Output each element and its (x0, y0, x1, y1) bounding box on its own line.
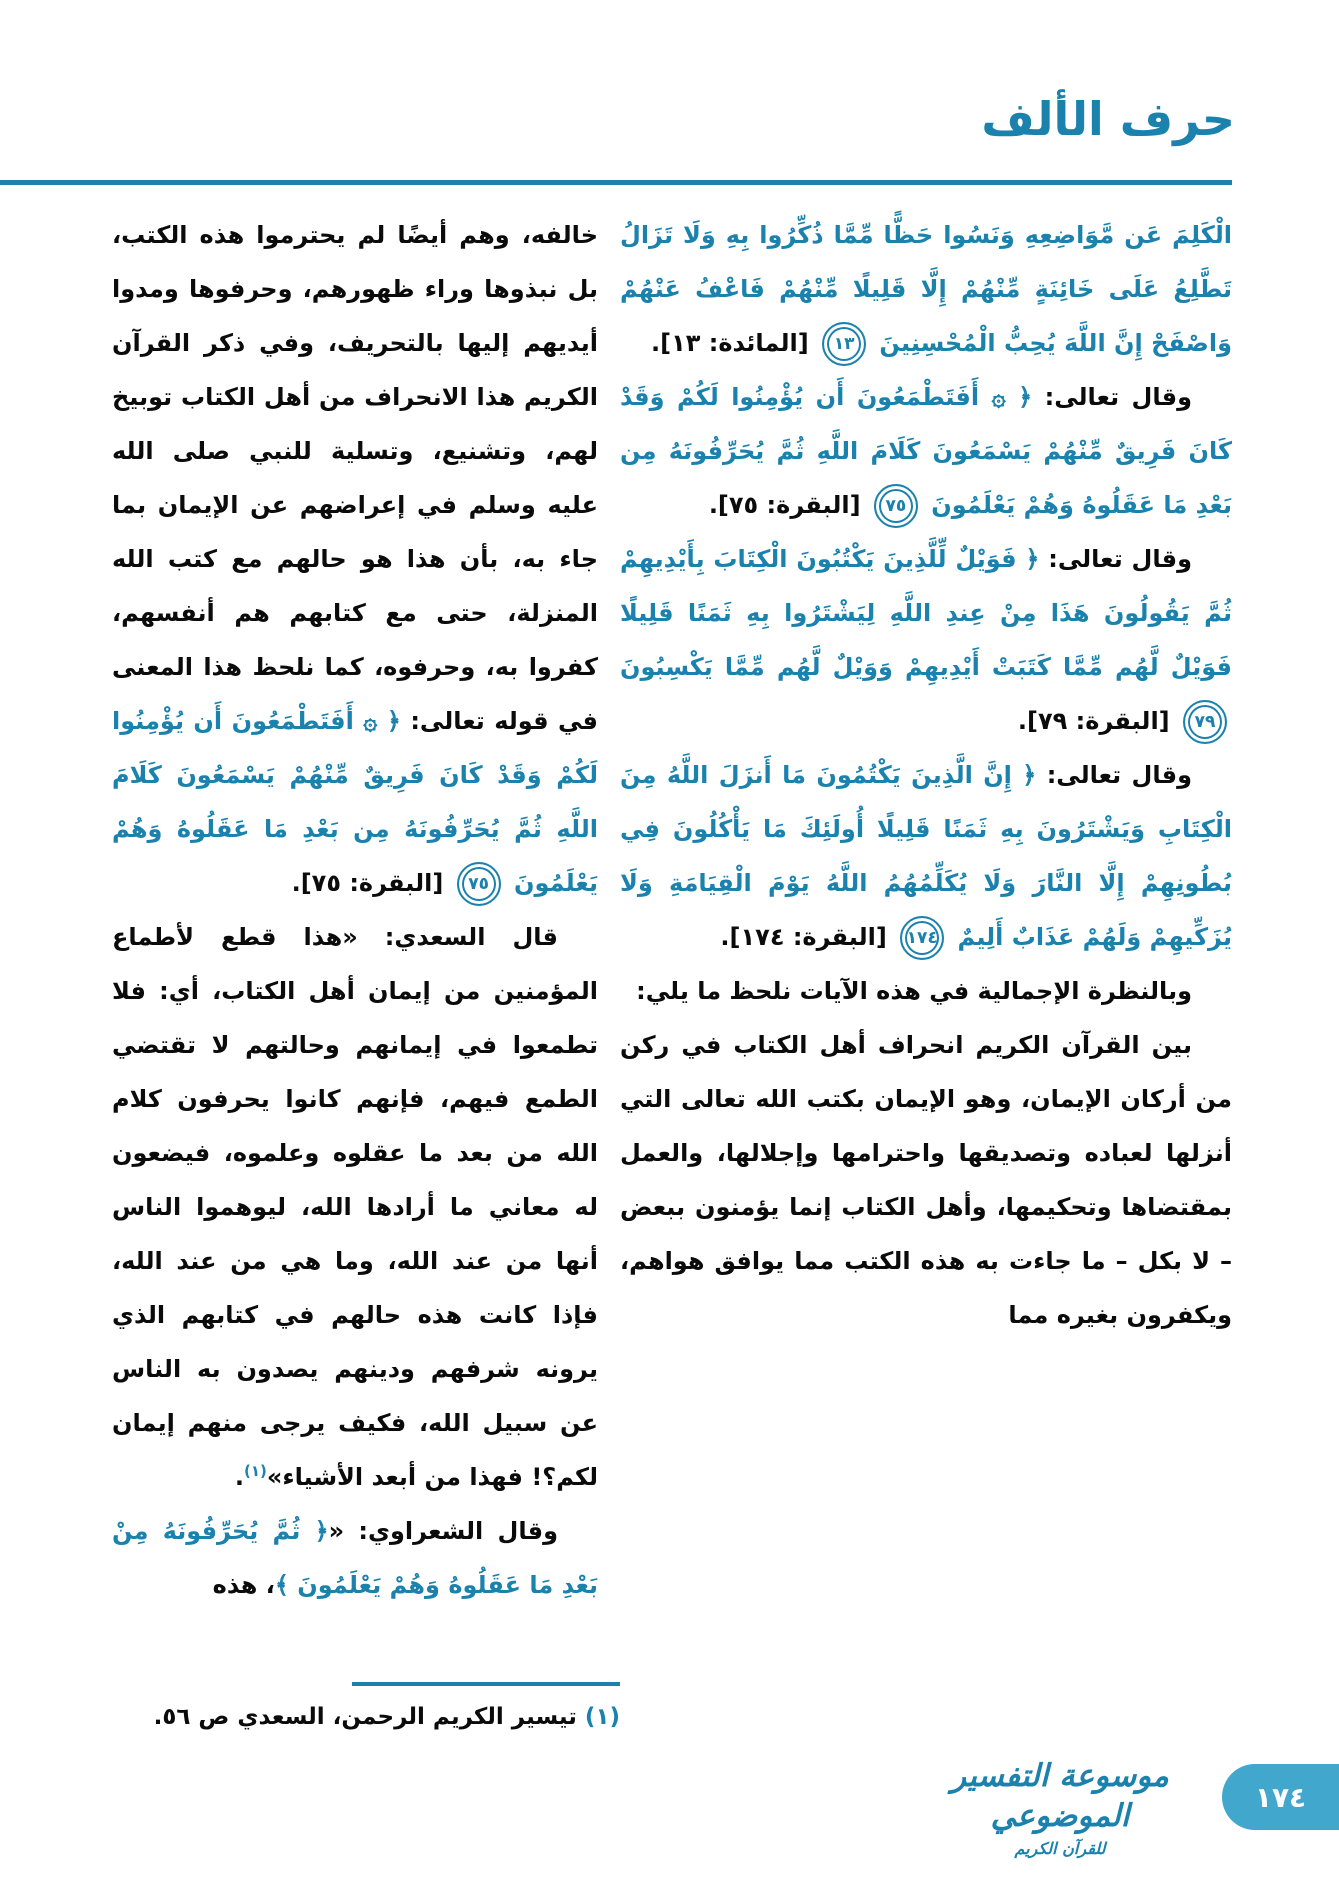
ayah-end-medallion: ٧٥ (874, 484, 918, 528)
logo-subtitle: للقرآن الكريم (1014, 1838, 1106, 1858)
footnote-marker: (١) (584, 1704, 620, 1730)
ayah-end-medallion: ١٧٤ (900, 916, 944, 960)
ayah-reference: [البقرة: ١٧٤]. (720, 923, 896, 951)
quran-verse-text: ﴿ ۞ أَفَتَطْمَعُونَ أَن يُؤْمِنُوا لَكُمْ وَقَدْ كَانَ فَرِيقٌ مِّنْهُمْ يَسْمَعُونَ كَلَامَ اللَّهِ ثُمَّ يُحَرِّفُونَهُ مِن بَعْدِ مَا عَقَلُوهُ وَهُمْ يَعْلَمُونَ (620, 383, 1232, 519)
overview-intro-paragraph (620, 964, 1232, 1018)
publisher-logo (930, 1756, 1190, 1858)
right-column (620, 208, 1232, 1342)
shaarawi-quote-paragraph (112, 1504, 598, 1612)
baqarah-75-quote (620, 370, 1232, 532)
overview-body-paragraph (620, 1018, 1232, 1342)
body-text: . (234, 1463, 244, 1491)
ayah-reference: [البقرة: ٧٩]. (1017, 707, 1178, 735)
ayah-reference: [البقرة: ٧٥]. (708, 491, 869, 519)
footnote-rule (352, 1682, 620, 1686)
continuation-paragraph (112, 208, 598, 910)
page-body (112, 208, 1232, 1612)
footnote-area (115, 1682, 620, 1735)
body-text: ، هذه (212, 1571, 275, 1599)
body-text: وقال تعالى: (1039, 545, 1193, 573)
body-text: وقال الشعراوي: « (328, 1517, 558, 1545)
ayah-reference: [المائدة: ١٣]. (651, 329, 818, 357)
header-rule (0, 180, 1232, 185)
left-column (112, 208, 598, 1612)
chapter-header-title: حرف الألف (981, 92, 1235, 146)
page-number: ١٧٤ (1254, 1780, 1307, 1814)
body-text: قال السعدي: «هذا قطع لأطماع المؤمنين من إيمان أهل الكتاب، أي: فلا تطمعوا في إيمانهم وحالتهم لا تقتضي الطمع فيهم، فإنهم كانوا يحرفون كلام الله من بعد ما عقلوه وعلموه، فيضعون له معاني ما أرادها الله، ليوهموا الناس أنها من عند الله، وما هي من عند الله، فإذا كانت هذه حالهم في كتابهم الذي يرونه شرفهم ودينهم يصدون به الناس عن سبيل الله، فكيف يرجى منهم إيمان لكم؟! فهذا من أبعد الأشياء» (112, 923, 598, 1491)
quran-verse-text: ﴿ ۞ أَفَتَطْمَعُونَ أَن يُؤْمِنُوا لَكُمْ وَقَدْ كَانَ فَرِيقٌ مِّنْهُمْ يَسْمَعُونَ كَلَامَ اللَّهِ ثُمَّ يُحَرِّفُونَهُ مِن بَعْدِ مَا عَقَلُوهُ وَهُمْ يَعْلَمُونَ (112, 707, 598, 897)
ayah-reference: [البقرة: ٧٥]. (291, 869, 452, 897)
body-text: وقال تعالى: (1036, 761, 1193, 789)
baqarah-79-quote (620, 532, 1232, 748)
body-text: بين القرآن الكريم انحراف أهل الكتاب في ركن من أركان الإيمان، وهو الإيمان بكتب الله تعالى التي أنزلها لعباده وتصديقها واحترامها وإجلالها، والعمل بمقتضاها وتحكيمها، وأهل الكتاب إنما يؤمنون ببعض – لا بكل – ما جاءت به هذه الكتب مما يوافق هواهم، ويكفرون بغيره مما (620, 1031, 1232, 1329)
body-text: وقال تعالى: (1032, 383, 1193, 411)
ayah-end-medallion: ٧٥ (457, 862, 501, 906)
page-number-tab (1222, 1764, 1339, 1830)
baqarah-174-quote (620, 748, 1232, 964)
quran-verse-text: ﴿ ثُمَّ يُحَرِّفُونَهُ مِنْ بَعْدِ مَا عَقَلُوهُ وَهُمْ يَعْلَمُونَ ﴾ (112, 1517, 598, 1599)
body-text: وبالنظرة الإجمالية في هذه الآيات نلحظ ما يلي: (636, 977, 1192, 1005)
body-text: خالفه، وهم أيضًا لم يحترموا هذه الكتب، بل نبذوها وراء ظهورهم، وحرفوها ومدوا أيديهم إليها بالتحريف، وفي ذكر القرآن الكريم هذا الانحراف من أهل الكتاب توبيخ لهم، وتشنيع، وتسلية للنبي صلى الله عليه وسلم في إعراضهم عن الإيمان بما جاء به، بأن هذا هو حالهم مع كتب الله المنزلة، حتى مع كتابهم هم أنفسهم، كفروا به، وحرفوه، كما نلحظ هذا المعنى في قوله تعالى: (112, 221, 599, 735)
footnote-ref-marker: (١) (244, 1462, 267, 1480)
logo-title: موسوعة التفسير الموضوعي (951, 1758, 1169, 1835)
saadi-quote-paragraph (112, 910, 598, 1504)
quran-verse-text: الْكَلِمَ عَن مَّوَاضِعِهِ وَنَسُوا حَظًّا مِّمَّا ذُكِّرُوا بِهِ وَلَا تَزَالُ تَطَّلِعُ عَلَى خَائِنَةٍ مِّنْهُمْ إِلَّا قَلِيلًا مِّنْهُمْ فَاعْفُ عَنْهُمْ وَاصْفَحْ إِنَّ اللَّهَ يُحِبُّ الْمُحْسِنِينَ (620, 221, 1232, 357)
ayah-end-medallion: ١٣ (822, 322, 866, 366)
quran-verse-text: ﴿ إِنَّ الَّذِينَ يَكْتُمُونَ مَا أَنزَلَ اللَّهُ مِنَ الْكِتَابِ وَيَشْتَرُونَ بِهِ ثَمَنًا قَلِيلًا أُولَئِكَ مَا يَأْكُلُونَ فِي بُطُونِهِمْ إِلَّا النَّارَ وَلَا يُكَلِّمُهُمُ اللَّهُ يَوْمَ الْقِيَامَةِ وَلَا يُزَكِّيهِمْ وَلَهُمْ عَذَابٌ أَلِيمٌ (620, 761, 1232, 951)
footnote-text (115, 1700, 620, 1735)
ayah-end-medallion: ٧٩ (1183, 700, 1227, 744)
maidah-13-verse (620, 208, 1232, 370)
footnote-source: تيسير الكريم الرحمن، السعدي ص ٥٦. (153, 1704, 585, 1730)
quran-verse-text: ﴿ فَوَيْلٌ لِّلَّذِينَ يَكْتُبُونَ الْكِتَابَ بِأَيْدِيهِمْ ثُمَّ يَقُولُونَ هَذَا مِنْ عِندِ اللَّهِ لِيَشْتَرُوا بِهِ ثَمَنًا قَلِيلًا فَوَيْلٌ لَّهُم مِّمَّا كَتَبَتْ أَيْدِيهِمْ وَوَيْلٌ لَّهُم مِّمَّا يَكْسِبُونَ (620, 545, 1232, 681)
